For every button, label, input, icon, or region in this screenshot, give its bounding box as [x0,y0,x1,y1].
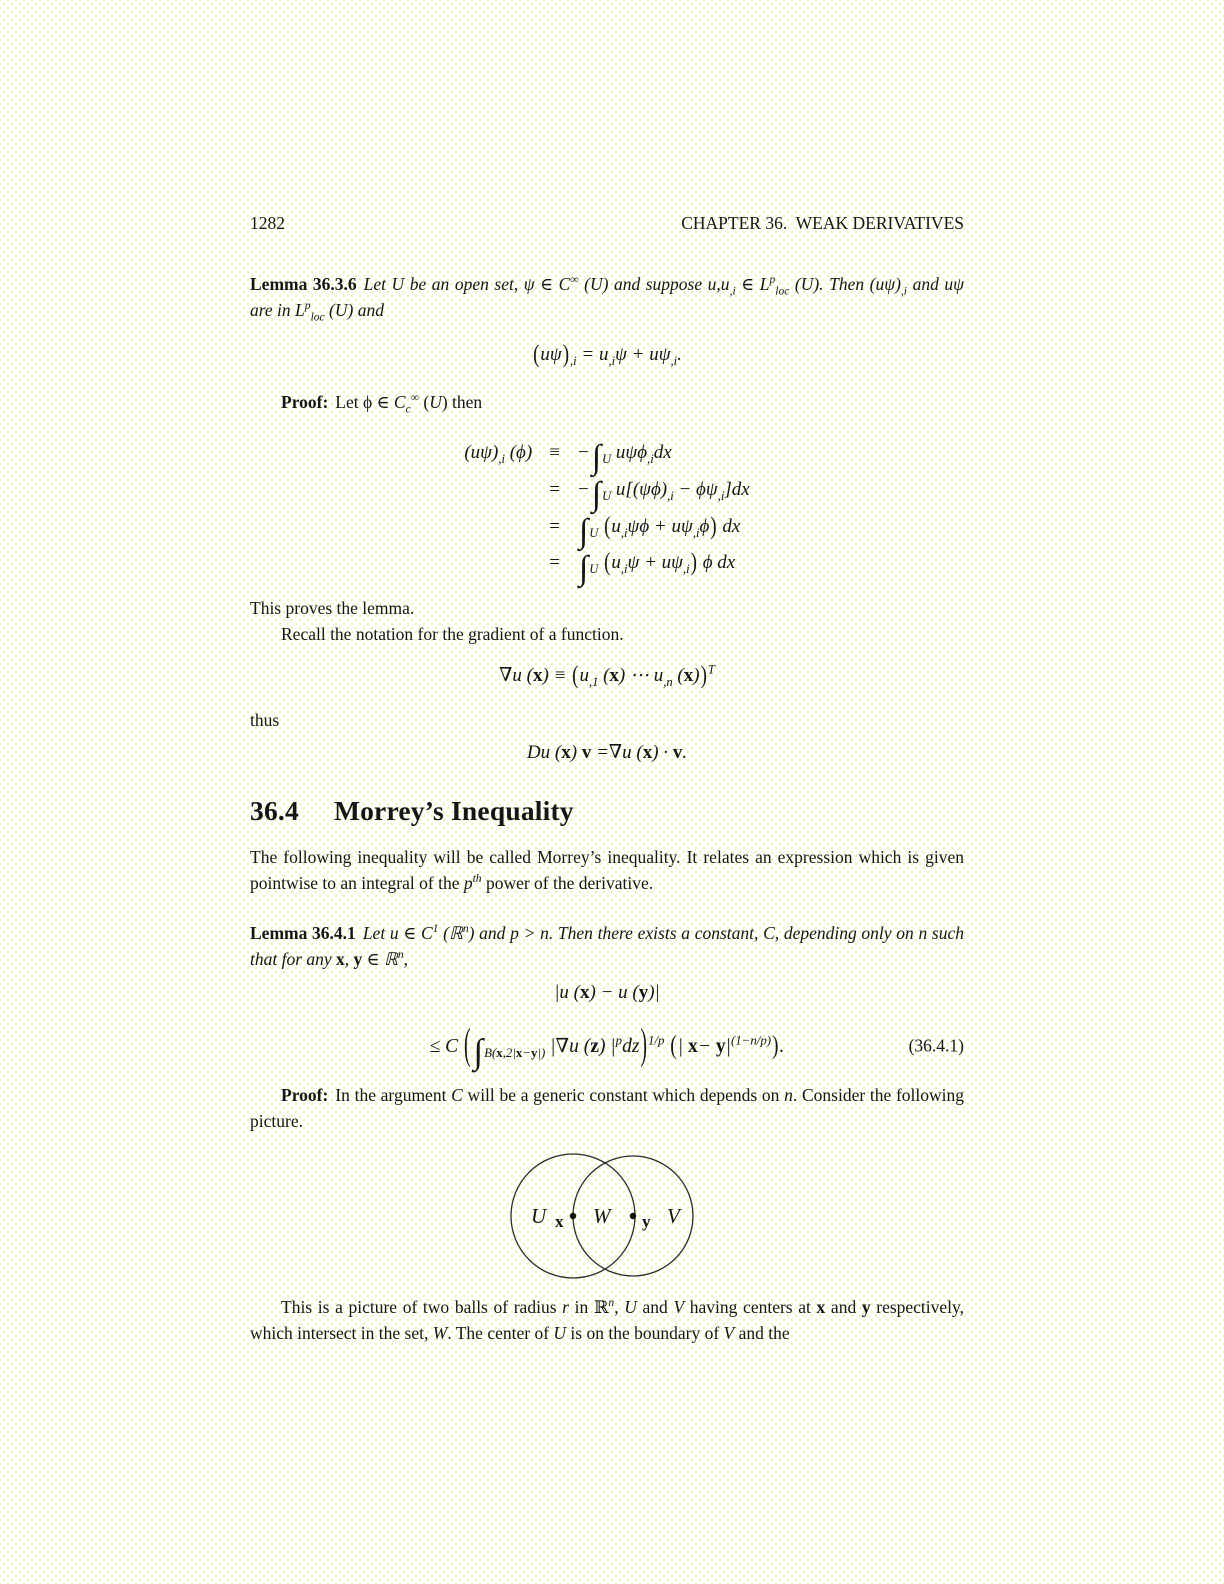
section-heading [250,795,964,827]
chapter-running-title: CHAPTER 36. WEAK DERIVATIVES [681,213,964,233]
derivation-rhs: $\int_U$ $(u_{,i}\psi + u\psi_{,i})$ ϕ dx [578,548,736,587]
lemma-36-4-1-label: Lemma 36.4.1 [250,923,356,943]
lemma-36-3-6-label: Lemma 36.3.6 [250,274,357,294]
label-y: y [642,1212,651,1231]
thus-text: thus [250,710,280,730]
proof-2-label: Proof: [281,1085,329,1105]
equation-directional-derivative: Du (x) v =∇u (x) · v. [526,742,688,763]
lemma-closing-text: This proves the lemma. [250,598,415,618]
derivation-rhs: $\int_U$ $(u_{,i}\psi\phi + u\psi_{,i}\phi)$ dx [578,511,741,550]
proof-1-label: Proof: [281,392,329,412]
equation-gradient: ∇u $(x) \equiv (u_{,1}$ (x) ⋯ $u_{,n}$ (x))$^T$ [499,661,715,690]
section-number: 36.4 [250,795,299,826]
derivation-lhs: $(u\psi)_{,i}$ (ϕ) [464,442,533,466]
section-intro-paragraph: The following inequality will be called Morrey’s inequality. It relates an expression which is given pointwise to an integral of the $p^{th}$ power of the derivative. [250,847,964,893]
derivation-relation: = [549,552,560,574]
derivation-row [464,512,749,542]
two-balls-figure [250,1148,964,1288]
proof-1-text: Let ϕ ∈ $C_c^\infty$ (U) then [335,392,483,416]
derivation-equations [464,431,749,585]
equation-morrey-lhs: |u (x) − u (y)| [554,982,660,1003]
equation-product-rule: $(u\psi)_{,i} = u_{,i}\psi + u\psi_{,i}$. [533,340,682,369]
lemma-36-4-1-body: Let u ∈ $C^1$ (ℝ$^n$) and p > n. Then there exists a constant, C, depending only on n such that for any x, y ∈ ℝ$^n$, [250,923,964,969]
derivation-row [464,475,749,505]
recall-text: Recall the notation for the gradient of a function. [281,624,624,644]
section-title: Morrey’s Inequality [333,795,574,826]
derivation-relation: ≡ [549,442,560,463]
lemma-36-4-1 [250,920,964,972]
derivation-relation: = [549,478,560,500]
proof-2 [250,1082,964,1134]
page-number: 1282 [250,213,285,233]
derivation-row [464,548,749,578]
derivation-rhs: $-\int_U$ $u[(\psi\phi)_{,i} - \phi\psi_{,i}]dx$ [576,476,750,513]
label-x: x [555,1212,564,1231]
derivation-row [464,438,749,468]
proof-2-text: In the argument C will be a generic constant which depends on n. Consider the following picture. [250,1085,965,1131]
page-content [250,213,964,1346]
equation-morrey-inequality-row [250,1022,964,1071]
two-balls-diagram [507,1148,707,1288]
lemma-36-3-6-body: Let U be an open set, ψ ∈ C∞ (U) and suppose $u,u_{,i}$ ∈ $L^p_{loc}$ (U). Then $(u\psi)_{,i}$ and uψ are in $L^p_{loc}$ (U) and [250,274,964,324]
label-U: U [531,1204,547,1228]
center-dot-y [630,1213,636,1219]
proof-1 [250,389,964,415]
figure-description-paragraph: This is a picture of two balls of radius r in ℝ$^n$, U and V having centers at x and y respectively, which intersect in the set, W. The center of U is on the boundary of V and the [250,1297,965,1343]
equation-number: (36.4.1) [908,1035,964,1056]
equation-morrey-inequality: ≤ C ($\int_{B(x,2|x-y|)}$ |∇u (z) $|^pdz)^{1/p}$ (| $x- y|^{(1-n/p)}$). [429,1022,785,1071]
derivation-rhs: $-\int_U$ uψϕ$_{,i}$dx [576,439,672,477]
center-dot-x [570,1213,576,1219]
label-W: W [593,1204,611,1228]
page-header [250,213,964,234]
lemma-36-3-6 [250,271,964,323]
derivation-relation: = [549,515,560,537]
label-V: V [667,1204,680,1228]
